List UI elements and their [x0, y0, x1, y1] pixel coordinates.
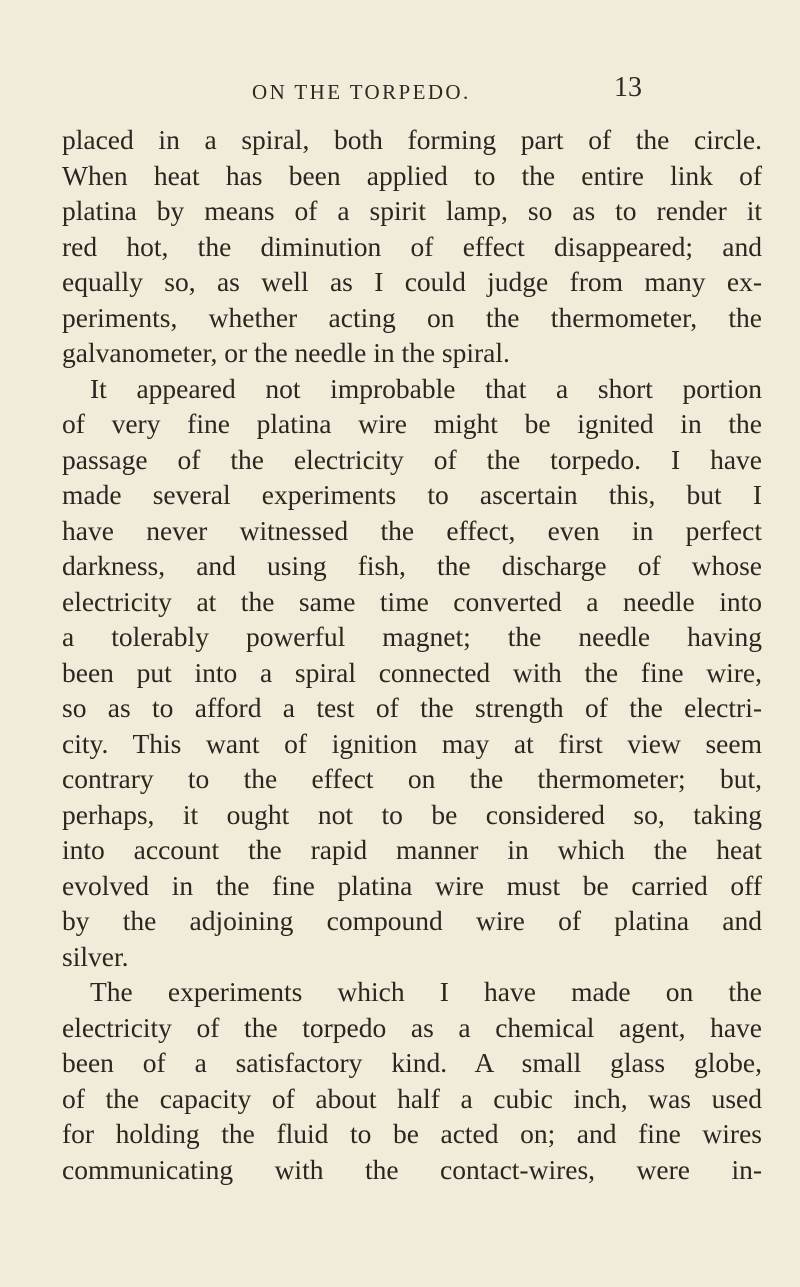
text-line: communicating with the contact-wires, were in-: [62, 1153, 762, 1185]
text-line: have never witnessed the effect, even in perfect: [62, 514, 762, 546]
text-line: into account the rapid manner in which the heat: [62, 834, 762, 865]
text-line: been put into a spiral connected with the fine wire,: [62, 656, 762, 688]
running-head: [0, 72, 800, 108]
text-line: made several experiments to ascertain this, but I: [62, 479, 762, 510]
page-number: 13: [614, 72, 642, 103]
text-line: so as to afford a test of the strength of the electri-: [62, 692, 762, 723]
text-line: equally so, as well as I could judge from many ex-: [62, 266, 762, 297]
text-line: by the adjoining compound wire of platina and: [62, 905, 762, 936]
text-line: evolved in the fine platina wire must be carried off: [62, 869, 762, 901]
body-text: [62, 122, 762, 1187]
text-line: of the capacity of about half a cubic inch, was used: [62, 1082, 762, 1114]
text-line: electricity at the same time converted a needle into: [62, 585, 762, 617]
text-line: darkness, and using fish, the discharge of whose: [62, 550, 762, 581]
text-line: for holding the fluid to be acted on; and fine wires: [62, 1118, 762, 1149]
text-line: city. This want of ignition may at first view seem: [62, 727, 762, 759]
text-line: perhaps, it ought not to be considered so, taking: [62, 798, 762, 830]
text-line: electricity of the torpedo as a chemical agent, have: [62, 1011, 762, 1043]
text-line: a tolerably powerful magnet; the needle having: [62, 621, 762, 652]
text-line: placed in a spiral, both forming part of the circle.: [62, 124, 762, 155]
text-line: platina by means of a spirit lamp, so as to render it: [62, 195, 762, 226]
text-line: of very fine platina wire might be ignited in the: [62, 408, 762, 439]
text-line: periments, whether acting on the thermometer, the: [62, 301, 762, 333]
text-line: been of a satisfactory kind. A small glass globe,: [62, 1047, 762, 1078]
text-line: galvanometer, or the needle in the spiral.: [62, 337, 510, 368]
text-line: red hot, the diminution of effect disappeared; and: [62, 230, 762, 262]
paragraph-first-line: It appeared not improbable that a short portion: [90, 372, 762, 404]
text-line: contrary to the effect on the thermometer; but,: [62, 763, 762, 794]
text-line: When heat has been applied to the entire link of: [62, 159, 762, 191]
text-line: silver.: [62, 940, 129, 972]
running-title: ON THE TORPEDO.: [252, 80, 471, 104]
paragraph-first-line: The experiments which I have made on the: [90, 976, 762, 1007]
text-line: passage of the electricity of the torpedo. I have: [62, 443, 762, 475]
